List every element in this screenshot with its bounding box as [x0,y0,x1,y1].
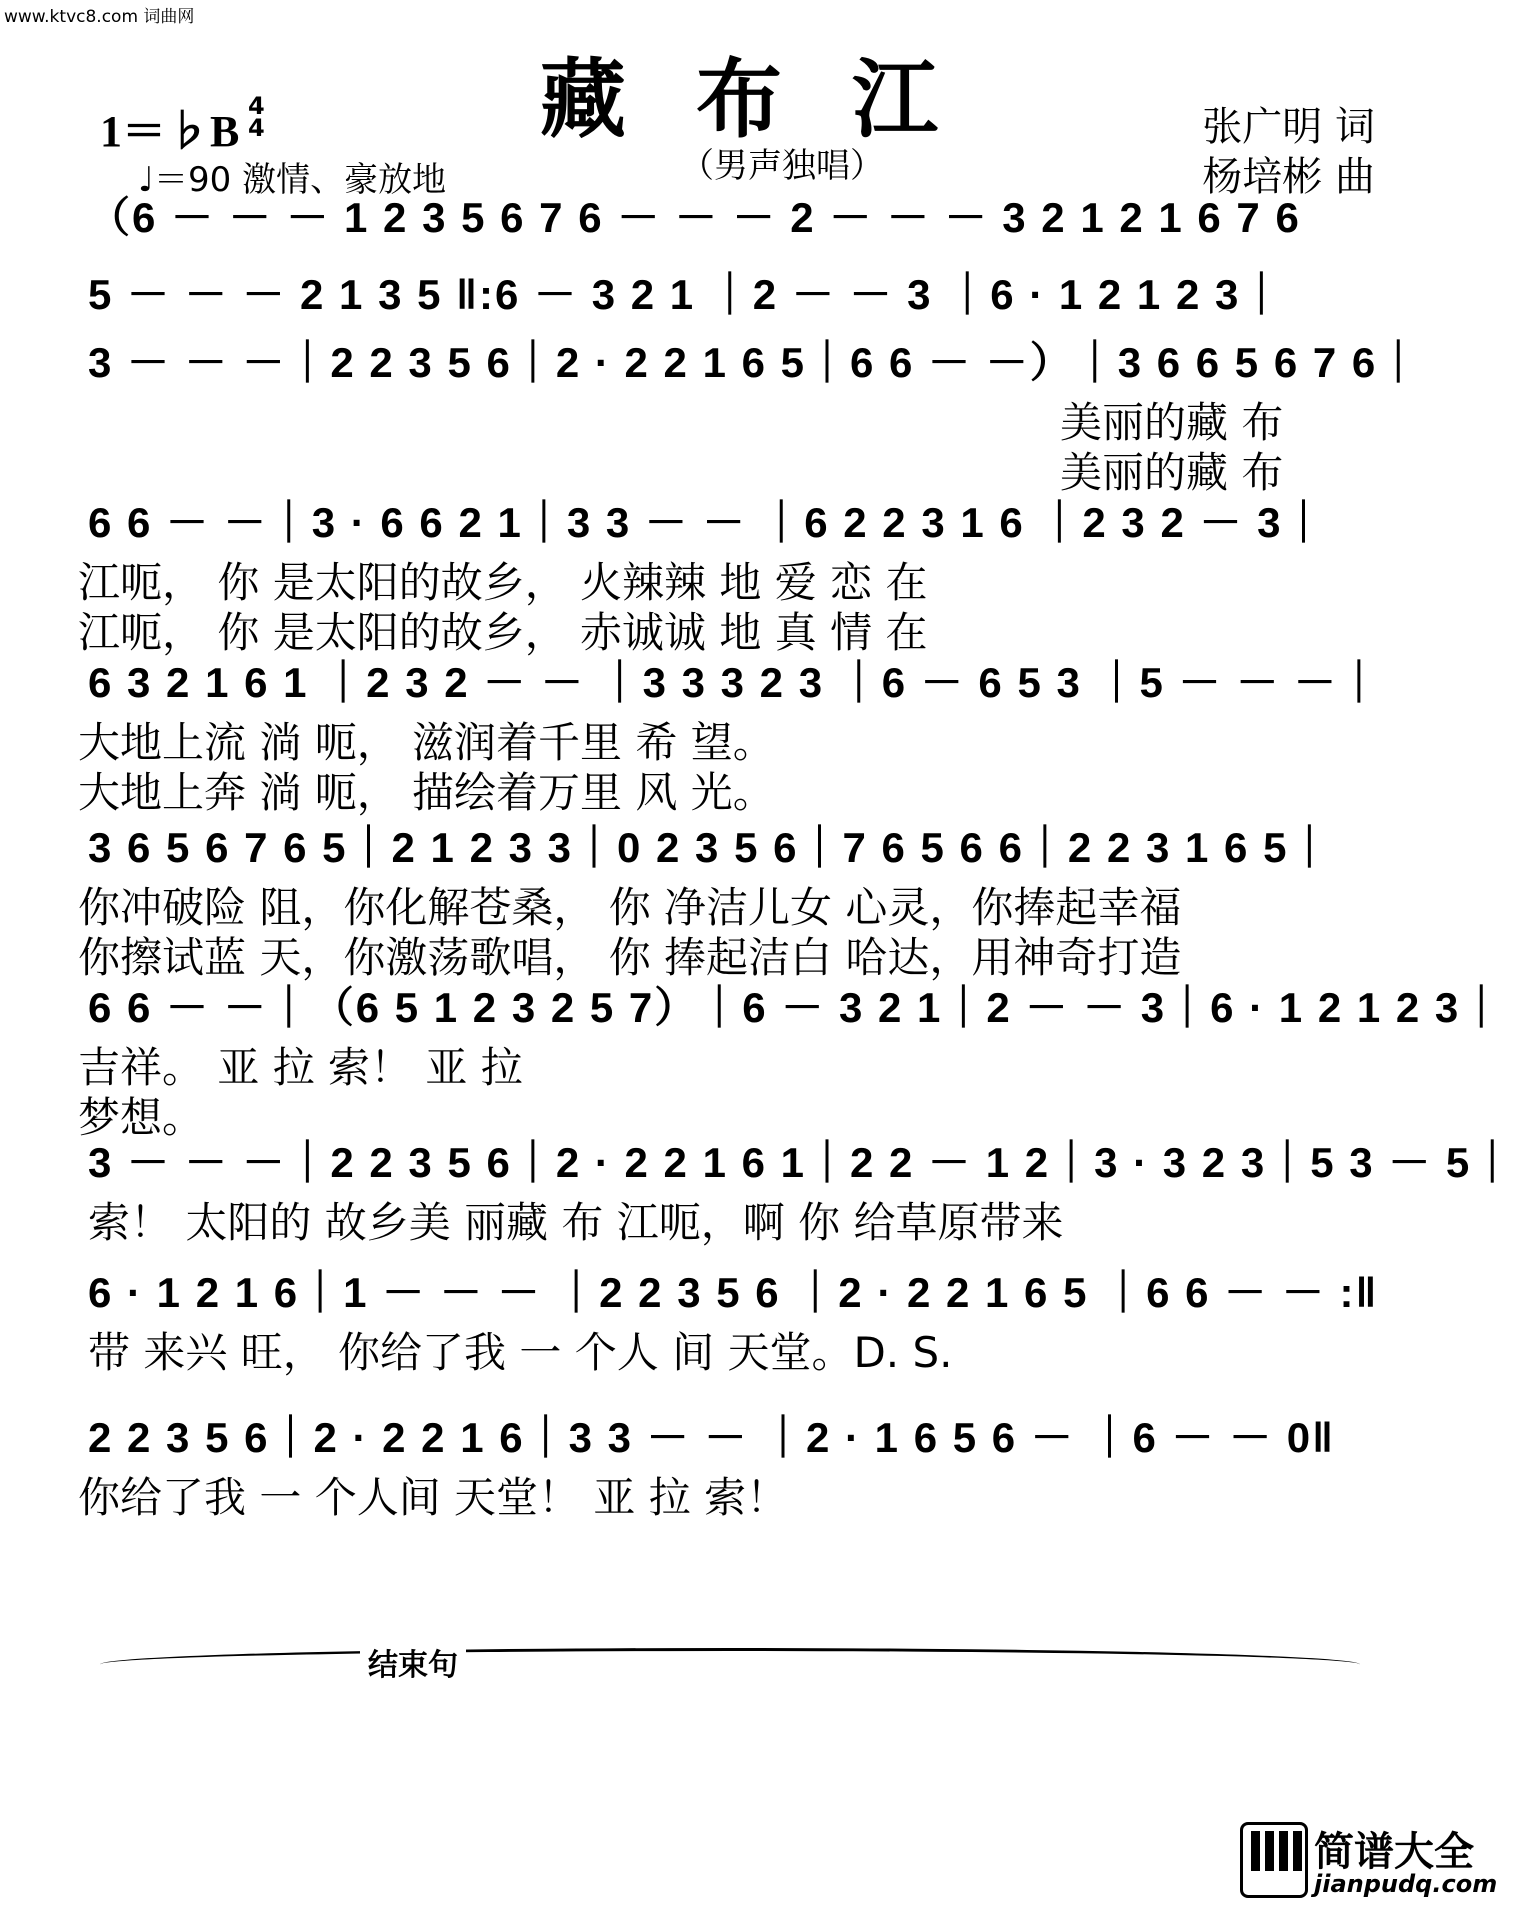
notation-line: 2 2 3 5 6｜2 · 2 2 1 6｜3 3 － － ｜2 · 1 6 5 6 － ｜6 － － 0‖ [88,1414,1336,1461]
song-title: 藏布江 [540,49,1008,150]
lyric-line: 你擦试蓝 天，你激荡歌唱， 你 捧起洁白 哈达，用神奇打造 [78,933,1182,982]
notation-line: 3 6 5 6 7 6 5｜2 1 2 3 3｜0 2 3 5 6｜7 6 5 6 6｜2 2 3 1 6 5｜ [88,824,1333,871]
time-bottom: 4 [248,114,265,142]
lyric-line: 江呃， 你 是太阳的故乡， 火辣辣 地 爱 恋 在 [78,558,928,607]
lyric-line: 索！ 太阳的 故乡美 丽藏 布 江呃，啊 你 给草原带来 [88,1198,1064,1247]
notation-line: 6 6 － －｜（6 5 1 2 3 2 5 7）｜6 － 3 2 1｜2 － － 3｜6 · 1 2 1 2 3｜ [88,984,1505,1031]
site-watermark: www.ktvc8.com 词曲网 [4,7,195,27]
piano-icon [1240,1822,1308,1898]
notation-line: 3 － － －｜2 2 3 5 6｜2 · 2 2 1 6 5｜6 6 － －）｜3 6 6 5 6 7 6｜ [88,339,1422,386]
lyric-line: 江呃， 你 是太阳的故乡， 赤诚诚 地 真 情 在 [78,608,928,657]
ending-label: 结束句 [360,1640,466,1684]
lyricist-credit: 张广明 词 [1202,104,1375,150]
lyric-line: 美丽的藏 布 [1060,448,1284,497]
composer-credit: 杨培彬 曲 [1202,154,1375,200]
time-signature [248,92,265,142]
notation-line: （6 － － － 1 2 3 5 6 7 6 － － － 2 － － － 3 2 1 2 1 6 7 6 [88,194,1301,241]
logo-url: jianpudq.com [1314,1870,1498,1898]
site-logo [1240,1820,1498,1900]
time-top: 4 [248,92,265,120]
lyric-line: 大地上流 淌 呃， 滋润着千里 希 望。 [78,718,775,767]
key-signature: 1＝♭B [100,107,240,156]
lyric-line: 梦想。 [78,1093,205,1142]
notation-line: 3 － － －｜2 2 3 5 6｜2 · 2 2 1 6 1｜2 2 － 1 2｜3 · 3 2 3｜5 3 － 5｜ [88,1139,1515,1186]
ending-bracket [100,1648,1360,1681]
lyric-line: 大地上奔 淌 呃， 描绘着万里 风 光。 [78,768,775,817]
lyric-line: 美丽的藏 布 [1060,398,1284,447]
notation-line: 6 3 2 1 6 1 ｜2 3 2 － － ｜3 3 3 2 3 ｜6 － 6 5 3 ｜5 － － －｜ [88,659,1382,706]
lyric-line: 你冲破险 阻，你化解苍桑， 你 净洁儿女 心灵，你捧起幸福 [78,883,1182,932]
logo-text: 简谱大全 [1314,1829,1474,1875]
lyric-line: 吉祥。 亚 拉 索！ 亚 拉 [78,1043,523,1092]
lyric-line: 带 来兴 旺， 你给了我 一 个人 间 天堂。D. S. [88,1328,953,1377]
notation-line: 6 · 1 2 1 6｜1 － － － ｜2 2 3 5 6 ｜2 · 2 2 1 6 5 ｜6 6 － － :‖ [88,1269,1379,1316]
notation-line: 6 6 － －｜3 · 6 6 2 1｜3 3 － － ｜6 2 2 3 1 6 ｜2 3 2 － 3｜ [88,499,1327,546]
lyric-line: 你给了我 一 个人间 天堂！ 亚 拉 索！ [78,1473,789,1522]
song-subtitle: （男声独唱） [680,146,884,186]
notation-line: 5 － － － 2 1 3 5 ‖:6 － 3 2 1 ｜2 － － 3 ｜6 · 1 2 1 2 3｜ [88,271,1285,318]
tempo-marking: ♩＝90 激情、豪放地 [138,160,447,200]
